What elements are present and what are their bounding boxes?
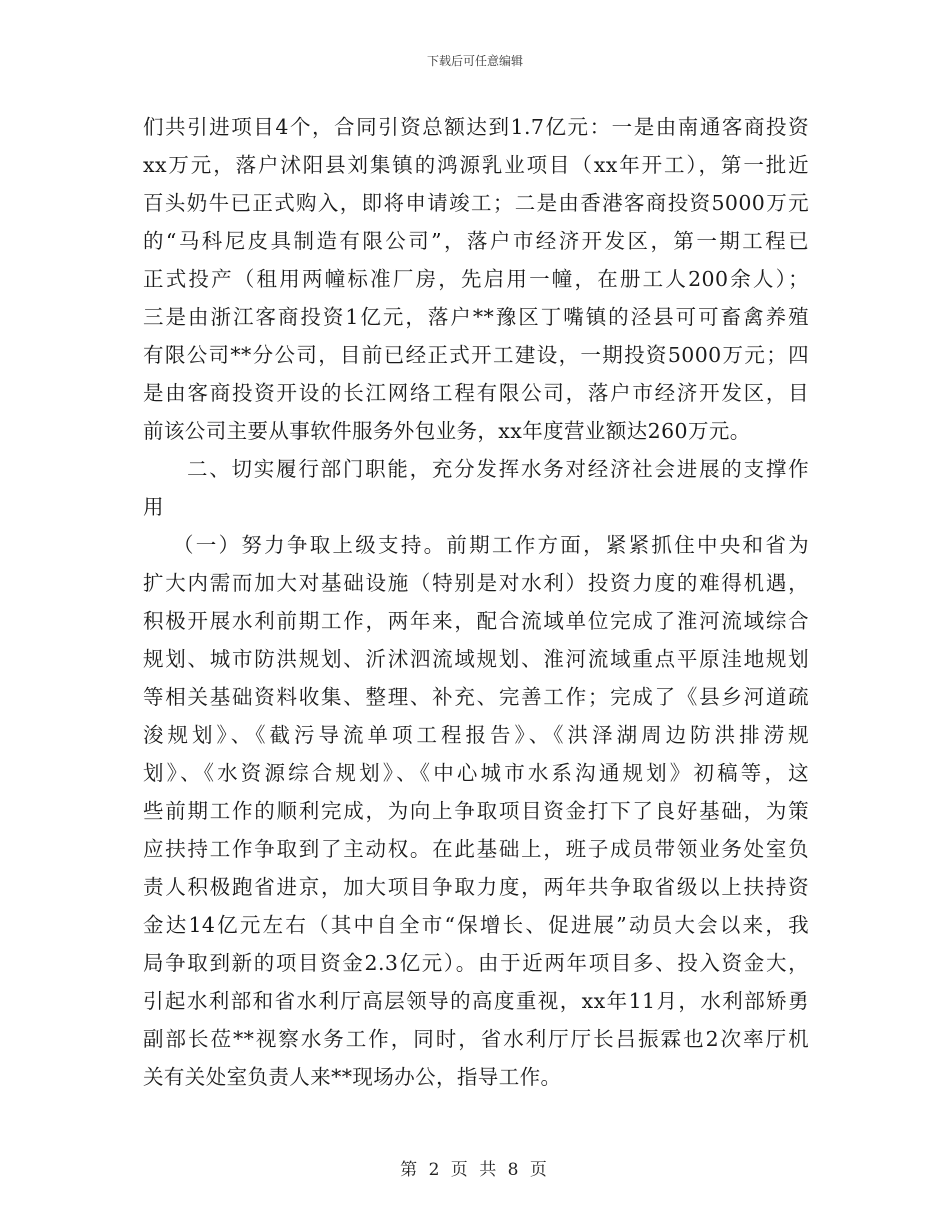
paragraph-line: 前该公司主要从事软件服务外包业务，xx年度营业额达260万元。 bbox=[143, 419, 751, 443]
paragraph-line: 等相关基础资料收集、整理、补充、完善工作；完成了《县乡河道疏 bbox=[143, 685, 809, 709]
paragraph-line: 些前期工作的顺利完成，为向上争取项目资金打下了良好基础，为策 bbox=[143, 799, 809, 823]
paragraph-line: 三是由浙江客商投资1亿元，落户**豫区丁嘴镇的泾县可可畜禽养殖 bbox=[143, 305, 809, 329]
paragraph-line: 积极开展水利前期工作，两年来，配合流域单位完成了淮河流域综合 bbox=[143, 609, 809, 633]
paragraph-line: 正式投产（租用两幢标准厂房，先启用一幢，在册工人200余人）； bbox=[143, 267, 809, 291]
paragraph-line: 局争取到新的项目资金2.3亿元）。由于近两年项目多、投入资金大， bbox=[143, 951, 809, 975]
paragraph-line: xx万元，落户沭阳县刘集镇的鸿源乳业项目（xx年开工），第一批近 bbox=[143, 153, 809, 177]
paragraph-line: 的“马科尼皮具制造有限公司”，落户市经济开发区，第一期工程已 bbox=[143, 229, 809, 253]
paragraph-line: （一）努力争取上级支持。前期工作方面，紧紧抓住中央和省为 bbox=[173, 533, 809, 557]
paragraph-line: 副部长莅**视察水务工作，同时，省水利厅厅长吕振霖也2次率厅机 bbox=[143, 1027, 809, 1051]
paragraph-line: 引起水利部和省水利厅高层领导的高度重视，xx年11月，水利部矫勇 bbox=[143, 989, 809, 1013]
paragraph-line: 规划、城市防洪规划、沂沭泗流域规划、淮河流域重点平原洼地规划 bbox=[143, 647, 809, 671]
page-number: 第 2 页 共 8 页 bbox=[400, 1160, 550, 1180]
section-heading-line: 二、切实履行部门职能，充分发挥水务对经济社会进展的支撑作 bbox=[187, 457, 809, 481]
section-heading-line: 用 bbox=[143, 495, 164, 519]
paragraph-line: 百头奶牛已正式购入，即将申请竣工；二是由香港客商投资5000万元 bbox=[143, 191, 809, 215]
paragraph-line: 浚规划》、《截污导流单项工程报告》、《洪泽湖周边防洪排涝规 bbox=[143, 723, 809, 747]
paragraph-line: 有限公司**分公司，目前已经正式开工建设，一期投资5000万元；四 bbox=[143, 343, 809, 367]
page-header: 下载后可任意编辑 bbox=[426, 54, 523, 68]
paragraph-line: 扩大内需而加大对基础设施（特别是对水利）投资力度的难得机遇， bbox=[143, 571, 809, 595]
paragraph-line: 关有关处室负责人来**现场办公，指导工作。 bbox=[143, 1065, 562, 1089]
paragraph-line: 划》、《水资源综合规划》、《中心城市水系沟通规划》初稿等，这 bbox=[143, 761, 809, 785]
paragraph-line: 是由客商投资开设的长江网络工程有限公司，落户市经济开发区，目 bbox=[143, 381, 809, 405]
document-body bbox=[143, 108, 809, 1096]
paragraph-line: 责人积极跑省进京，加大项目争取力度，两年共争取省级以上扶持资 bbox=[143, 875, 809, 899]
paragraph-line: 金达14亿元左右（其中自全市“保增长、促进展”动员大会以来，我 bbox=[143, 913, 809, 937]
paragraph-line: 应扶持工作争取到了主动权。在此基础上，班子成员带领业务处室负 bbox=[143, 837, 809, 861]
paragraph-line: 们共引进项目4个，合同引资总额达到1.7亿元：一是由南通客商投资 bbox=[143, 115, 809, 139]
